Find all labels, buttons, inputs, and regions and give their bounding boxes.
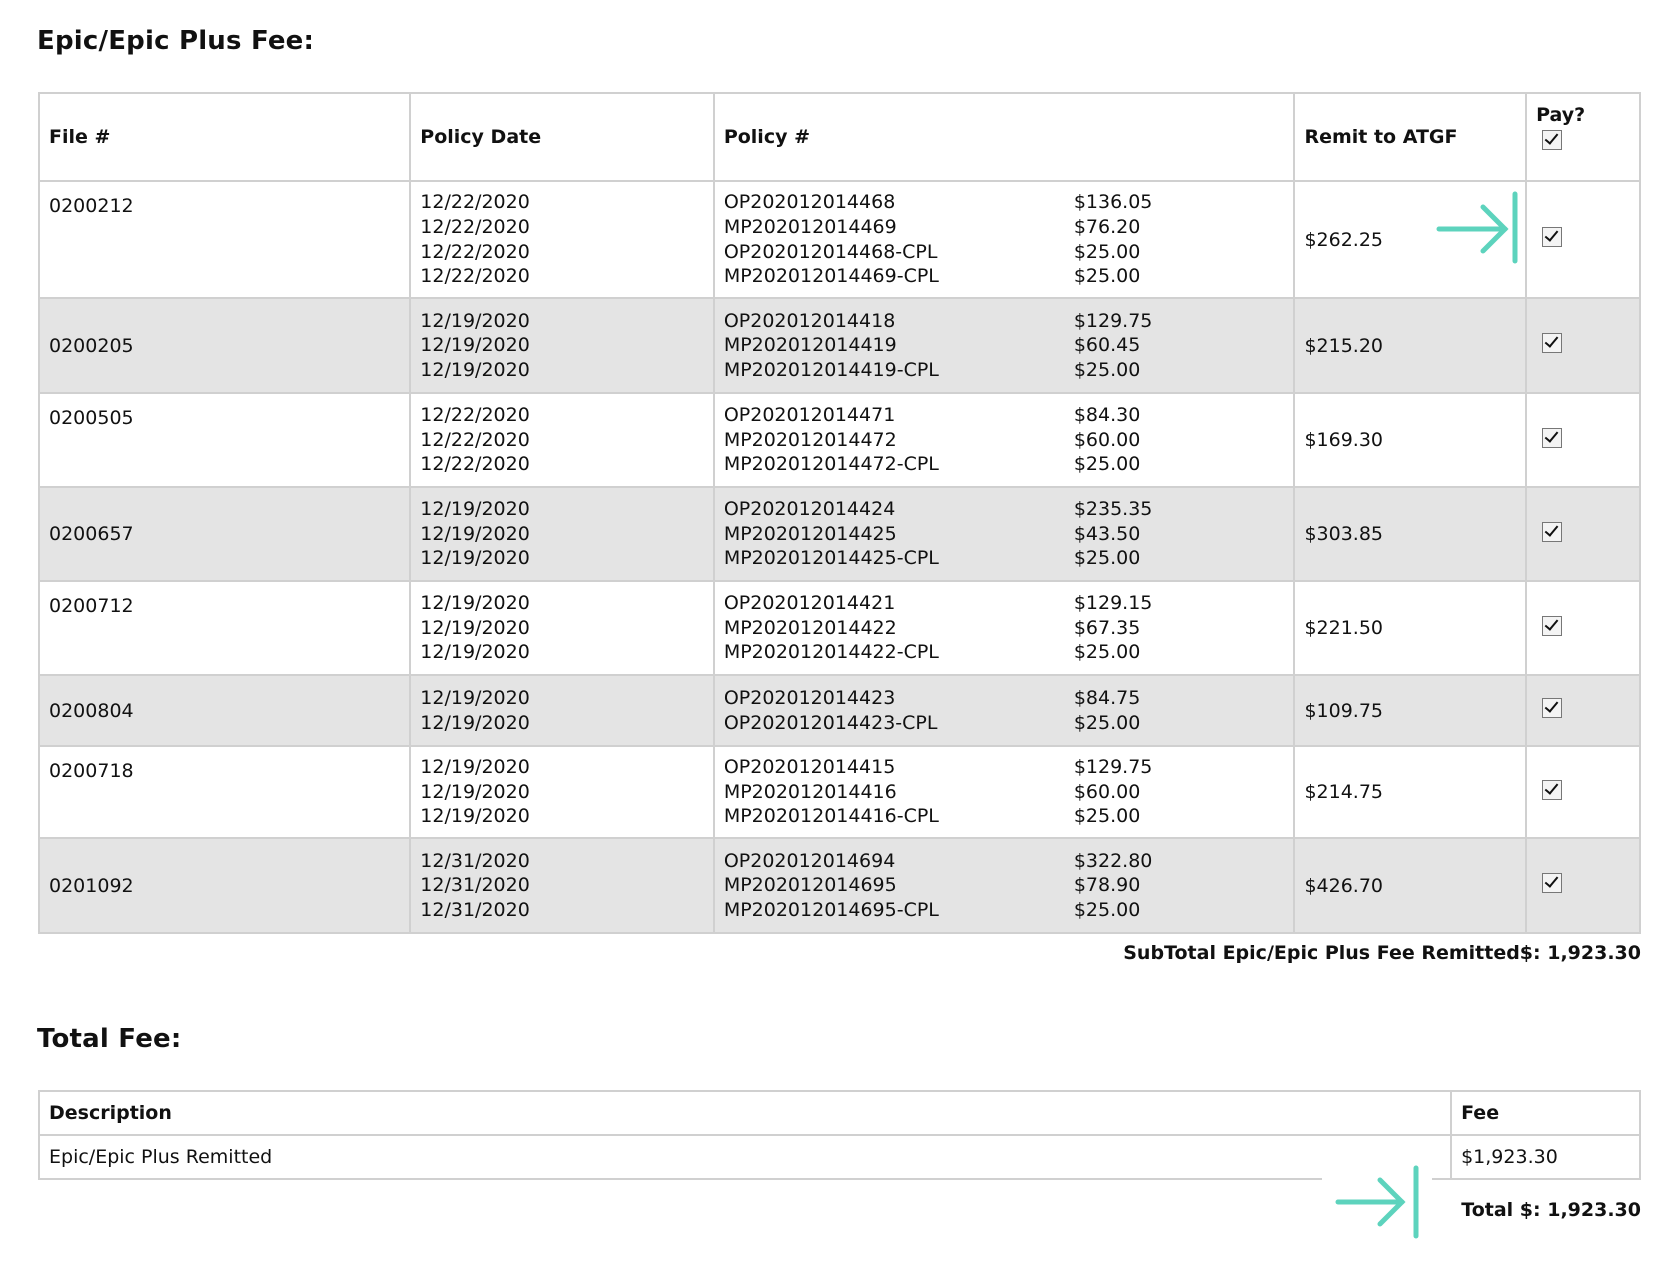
policy-number: OP202012014424 — [723, 498, 896, 521]
pay-cell — [1526, 838, 1640, 933]
remit-amount-cell: $303.85 — [1294, 487, 1526, 581]
policy-date: 12/19/2020 — [420, 756, 530, 779]
policy-amount: $67.35 — [1073, 616, 1141, 639]
file-number-cell: 0200712 — [39, 581, 410, 675]
policy-line — [724, 333, 1285, 358]
policy-line — [724, 240, 1285, 265]
table-row — [39, 181, 1640, 298]
policy-amount: $129.75 — [1073, 309, 1153, 332]
policy-number: MP202012014425 — [723, 522, 897, 545]
file-number-cell: 0200205 — [39, 298, 410, 393]
policy-numbers-cell — [714, 838, 1295, 933]
policy-dates-cell — [410, 298, 714, 393]
policy-dates-cell — [410, 581, 714, 675]
file-number-cell: 0200718 — [39, 746, 410, 838]
policy-line — [724, 804, 1285, 829]
policy-numbers-cell — [714, 746, 1295, 838]
pay-cell — [1526, 581, 1640, 675]
table-header-row — [39, 1091, 1640, 1135]
policy-line — [724, 898, 1285, 923]
policy-numbers-cell — [714, 298, 1295, 393]
policy-date: 12/19/2020 — [420, 522, 530, 545]
policy-date: 12/22/2020 — [420, 428, 530, 451]
policy-date: 12/31/2020 — [420, 898, 530, 921]
pay-cell — [1526, 675, 1640, 746]
policy-date: 12/22/2020 — [420, 191, 530, 214]
policy-line — [724, 428, 1285, 453]
policy-number: OP202012014471 — [723, 404, 896, 427]
policy-number: OP202012014468-CPL — [723, 240, 938, 263]
policy-date: 12/22/2020 — [420, 215, 530, 238]
policy-date: 12/19/2020 — [420, 641, 530, 664]
epic-section-title: Epic/Epic Plus Fee: — [37, 26, 315, 56]
policy-number: MP202012014472-CPL — [723, 453, 939, 476]
policy-date: 12/22/2020 — [420, 240, 530, 263]
table-row — [39, 298, 1640, 393]
remit-amount-cell: $109.75 — [1294, 675, 1526, 746]
policy-amount: $235.35 — [1073, 498, 1153, 521]
policy-line — [724, 403, 1285, 428]
policy-number: MP202012014422-CPL — [723, 641, 939, 664]
policy-line — [724, 358, 1285, 383]
policy-amount: $60.00 — [1073, 780, 1141, 803]
policy-date: 12/19/2020 — [420, 547, 530, 570]
policy-number: MP202012014472 — [723, 428, 897, 451]
policy-date: 12/19/2020 — [420, 805, 530, 828]
file-number-cell: 0200804 — [39, 675, 410, 746]
policy-amount: $25.00 — [1073, 265, 1141, 288]
policy-amount: $129.15 — [1073, 592, 1153, 615]
policy-number: OP202012014423-CPL — [723, 711, 938, 734]
policy-line — [724, 190, 1285, 215]
policy-date: 12/19/2020 — [420, 711, 530, 734]
policy-amount: $322.80 — [1073, 849, 1153, 872]
pay-cell — [1526, 487, 1640, 581]
policy-amount: $25.00 — [1073, 641, 1141, 664]
table-header-row — [39, 93, 1640, 181]
pay-checkbox[interactable] — [1542, 522, 1562, 542]
policy-amount: $76.20 — [1073, 215, 1141, 238]
table-row — [39, 487, 1640, 581]
pay-cell — [1526, 393, 1640, 487]
policy-number: MP202012014469-CPL — [723, 265, 939, 288]
description-cell: Epic/Epic Plus Remitted — [39, 1135, 1451, 1179]
file-number-cell: 0200212 — [39, 181, 410, 298]
policy-dates-cell — [410, 838, 714, 933]
policy-line — [724, 546, 1285, 571]
policy-date: 12/31/2020 — [420, 874, 530, 897]
policy-line — [724, 849, 1285, 874]
policy-number: OP202012014423 — [723, 686, 896, 709]
policy-line — [724, 264, 1285, 289]
policy-line — [724, 640, 1285, 665]
policy-amount: $136.05 — [1073, 191, 1153, 214]
remit-amount-cell: $262.25 — [1294, 181, 1526, 298]
table-row — [39, 393, 1640, 487]
policy-amount: $60.45 — [1073, 334, 1141, 357]
policy-number: OP202012014421 — [723, 592, 896, 615]
policy-numbers-cell — [714, 181, 1295, 298]
remit-amount-cell: $426.70 — [1294, 838, 1526, 933]
policy-date: 12/19/2020 — [420, 592, 530, 615]
pay-checkbox[interactable] — [1542, 698, 1562, 718]
arrow-indicator-icon — [1425, 188, 1525, 268]
remit-amount-cell: $214.75 — [1294, 746, 1526, 838]
policy-line — [724, 755, 1285, 780]
policy-numbers-cell — [714, 487, 1295, 581]
policy-number: MP202012014695-CPL — [723, 898, 939, 921]
subtotal-text: SubTotal Epic/Epic Plus Fee Remitted$: 1,923.30 — [1123, 942, 1641, 964]
table-row — [39, 746, 1640, 838]
policy-amount: $43.50 — [1073, 522, 1141, 545]
pay-checkbox[interactable] — [1542, 873, 1562, 893]
policy-date: 12/22/2020 — [420, 404, 530, 427]
policy-amount: $25.00 — [1073, 711, 1141, 734]
policy-number: MP202012014695 — [723, 874, 897, 897]
policy-amount: $78.90 — [1073, 874, 1141, 897]
policy-amount: $25.00 — [1073, 898, 1141, 921]
policy-date: 12/19/2020 — [420, 498, 530, 521]
file-number-cell: 0201092 — [39, 838, 410, 933]
policy-numbers-cell — [714, 393, 1295, 487]
policy-line — [724, 873, 1285, 898]
policy-line — [724, 452, 1285, 477]
pay-all-checkbox[interactable] — [1542, 130, 1562, 150]
header-file: File # — [39, 93, 410, 181]
remit-amount-cell: $169.30 — [1294, 393, 1526, 487]
policy-line — [724, 616, 1285, 641]
file-number-cell: 0200657 — [39, 487, 410, 581]
pay-checkbox[interactable] — [1542, 616, 1562, 636]
total-section-title: Total Fee: — [37, 1024, 182, 1054]
table-row — [39, 675, 1640, 746]
policy-number: MP202012014416-CPL — [723, 805, 939, 828]
policy-number: MP202012014419 — [723, 334, 897, 357]
policy-amount: $84.30 — [1073, 404, 1141, 427]
pay-cell — [1526, 181, 1640, 298]
policy-date: 12/19/2020 — [420, 780, 530, 803]
policy-date: 12/22/2020 — [420, 265, 530, 288]
header-description: Description — [39, 1091, 1451, 1135]
header-fee: Fee — [1451, 1091, 1640, 1135]
policy-numbers-cell — [714, 675, 1295, 746]
grand-total-text: Total $: 1,923.30 — [1461, 1199, 1641, 1221]
policy-line — [724, 215, 1285, 240]
policy-line — [724, 309, 1285, 334]
header-remit: Remit to ATGF — [1294, 93, 1526, 181]
pay-checkbox[interactable] — [1542, 227, 1562, 247]
policy-date: 12/19/2020 — [420, 334, 530, 357]
policy-amount: $60.00 — [1073, 428, 1141, 451]
fee-cell: $1,923.30 — [1451, 1135, 1640, 1179]
policy-dates-cell — [410, 746, 714, 838]
policy-amount: $25.00 — [1073, 240, 1141, 263]
policy-amount: $25.00 — [1073, 547, 1141, 570]
policy-number: OP202012014418 — [723, 309, 896, 332]
policy-dates-cell — [410, 393, 714, 487]
policy-amount: $25.00 — [1073, 453, 1141, 476]
header-pay — [1526, 93, 1640, 181]
policy-line — [724, 780, 1285, 805]
policy-date: 12/19/2020 — [420, 309, 530, 332]
pay-cell — [1526, 298, 1640, 393]
policy-date: 12/19/2020 — [420, 616, 530, 639]
policy-date: 12/19/2020 — [420, 358, 530, 381]
policy-line — [724, 711, 1285, 736]
remit-amount-cell: $221.50 — [1294, 581, 1526, 675]
policy-date: 12/31/2020 — [420, 849, 530, 872]
policy-amount: $25.00 — [1073, 358, 1141, 381]
remit-amount-cell: $215.20 — [1294, 298, 1526, 393]
policy-number: MP202012014422 — [723, 616, 897, 639]
policy-number: MP202012014425-CPL — [723, 547, 939, 570]
table-row — [39, 581, 1640, 675]
policy-line — [724, 497, 1285, 522]
epic-fee-table — [38, 92, 1641, 934]
policy-date: 12/19/2020 — [420, 686, 530, 709]
pay-checkbox[interactable] — [1542, 428, 1562, 448]
policy-line — [724, 522, 1285, 547]
policy-number: OP202012014468 — [723, 191, 896, 214]
header-policy-date: Policy Date — [410, 93, 714, 181]
policy-dates-cell — [410, 487, 714, 581]
policy-number: MP202012014469 — [723, 215, 897, 238]
policy-amount: $25.00 — [1073, 805, 1141, 828]
policy-number: MP202012014416 — [723, 780, 897, 803]
pay-checkbox[interactable] — [1542, 780, 1562, 800]
policy-amount: $129.75 — [1073, 756, 1153, 779]
table-row — [39, 838, 1640, 933]
pay-cell — [1526, 746, 1640, 838]
header-pay-label: Pay? — [1536, 104, 1586, 126]
arrow-indicator-icon — [1328, 1163, 1428, 1243]
policy-date: 12/22/2020 — [420, 453, 530, 476]
policy-dates-cell — [410, 181, 714, 298]
policy-dates-cell — [410, 675, 714, 746]
header-policy-number: Policy # — [714, 93, 1295, 181]
file-number-cell: 0200505 — [39, 393, 410, 487]
policy-line — [724, 686, 1285, 711]
policy-number: OP202012014694 — [723, 849, 896, 872]
policy-line — [724, 591, 1285, 616]
policy-amount: $84.75 — [1073, 686, 1141, 709]
policy-number: OP202012014415 — [723, 756, 896, 779]
policy-numbers-cell — [714, 581, 1295, 675]
pay-checkbox[interactable] — [1542, 333, 1562, 353]
policy-number: MP202012014419-CPL — [723, 358, 939, 381]
